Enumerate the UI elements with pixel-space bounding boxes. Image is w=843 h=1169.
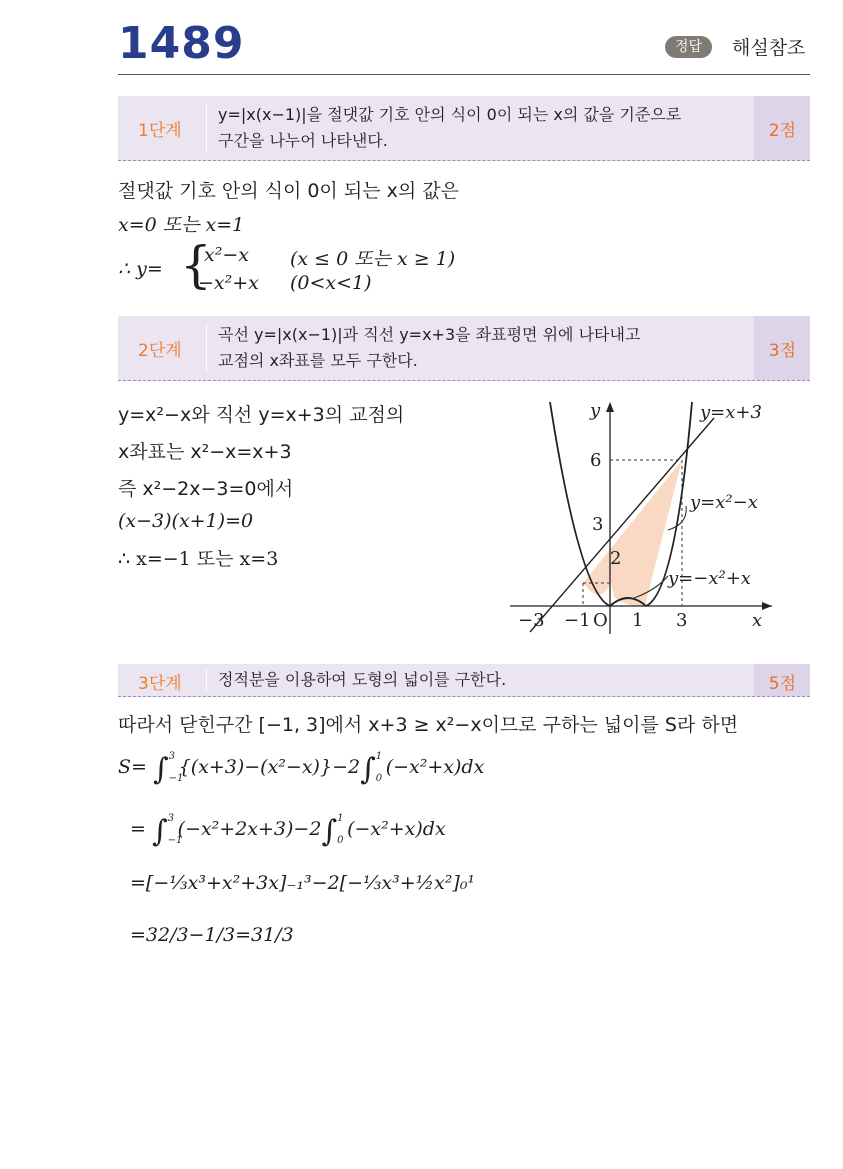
step-3-row-3: =[−⅓x³+x²+3x]₋₁³−2[−⅓x³+½x²]₀¹	[130, 872, 476, 894]
case-2-cond: (0<x<1)	[290, 272, 372, 294]
step-2-line-4: (x−3)(x+1)=0	[118, 510, 254, 532]
origin-label: O	[593, 610, 608, 631]
graph	[510, 394, 800, 640]
step-1-box	[118, 96, 810, 161]
case-1-expr: x²−x	[204, 244, 249, 266]
tick-x-m1: −1	[564, 610, 591, 631]
step-3-row-1	[118, 752, 484, 787]
step-3-separator	[206, 669, 207, 691]
y-axis-arrow-icon	[606, 402, 614, 412]
step-2-desc-line-1: 곡선 y=|x(x−1)|과 직선 y=x+3을 좌표평면 위에 나타내고	[218, 325, 641, 344]
integral-icon: ∫	[152, 752, 169, 787]
lower-limit: −1	[168, 773, 184, 784]
tick-y-3: 3	[592, 514, 604, 535]
x-axis-arrow-icon	[762, 602, 772, 610]
integral-limits	[167, 813, 183, 846]
step-2-box	[118, 316, 810, 381]
upper-limit: 1	[375, 751, 383, 762]
step-3-points: 5점	[768, 674, 796, 694]
integral-icon: ∫	[151, 814, 168, 849]
row-2-eq: =	[130, 818, 152, 840]
step-2-line-3: 즉 x²−2x−3=0에서	[118, 478, 294, 500]
lower-limit: 0	[375, 773, 383, 784]
upper-limit: 3	[167, 813, 174, 824]
problem-number: 1489	[118, 18, 245, 69]
row-1-integrand-2: (−x²+x)dx	[385, 756, 485, 778]
integral-icon: ∫	[360, 752, 376, 787]
step-1-separator	[206, 104, 207, 152]
answer-badge: 정답	[665, 36, 712, 58]
label-parabola: y=x²−x	[690, 492, 758, 513]
step-1-label: 1단계	[138, 121, 182, 141]
label-line: y=x+3	[700, 402, 762, 423]
step-3-box	[118, 664, 810, 697]
step-2-line-1: y=x²−x와 직선 y=x+3의 교점의	[118, 404, 405, 426]
step-3-line-1: 따라서 닫힌구간 [−1, 3]에서 x+3 ≥ x²−x이므로 구하는 넓이를 S라 하면	[118, 714, 739, 736]
step-1-desc-line-1: y=|x(x−1)|을 절댓값 기호 안의 식이 0이 되는 x의 값을 기준으로	[218, 105, 682, 124]
step-2-points: 3점	[768, 341, 796, 361]
case-2-expr: −x²+x	[198, 272, 259, 294]
tick-x-m3: −3	[518, 610, 545, 631]
row-2-integrand: (−x²+2x+3)−2	[177, 818, 322, 840]
integral-limits	[376, 752, 386, 784]
label-cap: y=−x²+x	[668, 568, 751, 589]
step-2-desc-line-2: 교점의 x좌표를 모두 구한다.	[218, 351, 418, 370]
step-1-line-1: 절댓값 기호 안의 식이 0이 되는 x의 값은	[118, 180, 459, 202]
step-3-row-2	[118, 814, 446, 849]
lower-limit: −1	[167, 835, 183, 846]
cases-prefix: ∴ y=	[118, 258, 163, 280]
tick-x-1: 1	[632, 610, 644, 631]
cases-brace-icon: {	[180, 236, 212, 294]
row-1-lhs: S=	[118, 756, 153, 778]
case-1-cond: (x ≤ 0 또는 x ≥ 1)	[290, 248, 456, 270]
step-3-desc: 정적분을 이용하여 도형의 넓이를 구한다.	[218, 670, 507, 689]
step-2-line-5: ∴ x=−1 또는 x=3	[118, 548, 279, 570]
tick-x-3: 3	[676, 610, 688, 631]
step-2-separator	[206, 324, 207, 372]
step-1-points: 2점	[768, 121, 796, 141]
lower-limit: 0	[337, 835, 344, 846]
tick-y-6: 6	[590, 450, 602, 471]
header-divider	[118, 74, 810, 75]
integral-limits	[168, 751, 184, 784]
y-axis-label: y	[590, 400, 601, 421]
step-2-label: 2단계	[138, 341, 182, 361]
integral-limits	[337, 814, 347, 846]
row-2-integrand-2: (−x²+x)dx	[347, 818, 446, 840]
step-3-label: 3단계	[138, 674, 182, 694]
leader-parabola	[668, 506, 686, 530]
step-3-row-4: =32/3−1/3=31/3	[130, 924, 294, 946]
step-1-line-2: x=0 또는 x=1	[118, 214, 245, 236]
tick-y-2: 2	[610, 548, 622, 569]
upper-limit: 1	[337, 813, 344, 824]
row-1-integrand: {(x+3)−(x²−x)}−2	[178, 756, 361, 778]
step-2-line-2: x좌표는 x²−x=x+3	[118, 441, 292, 463]
integral-icon: ∫	[321, 814, 338, 849]
step-1-desc-line-2: 구간을 나누어 나타낸다.	[218, 131, 388, 150]
upper-limit: 3	[168, 751, 175, 762]
x-axis-label: x	[752, 610, 763, 631]
answer-reference: 해설참조	[732, 37, 806, 59]
